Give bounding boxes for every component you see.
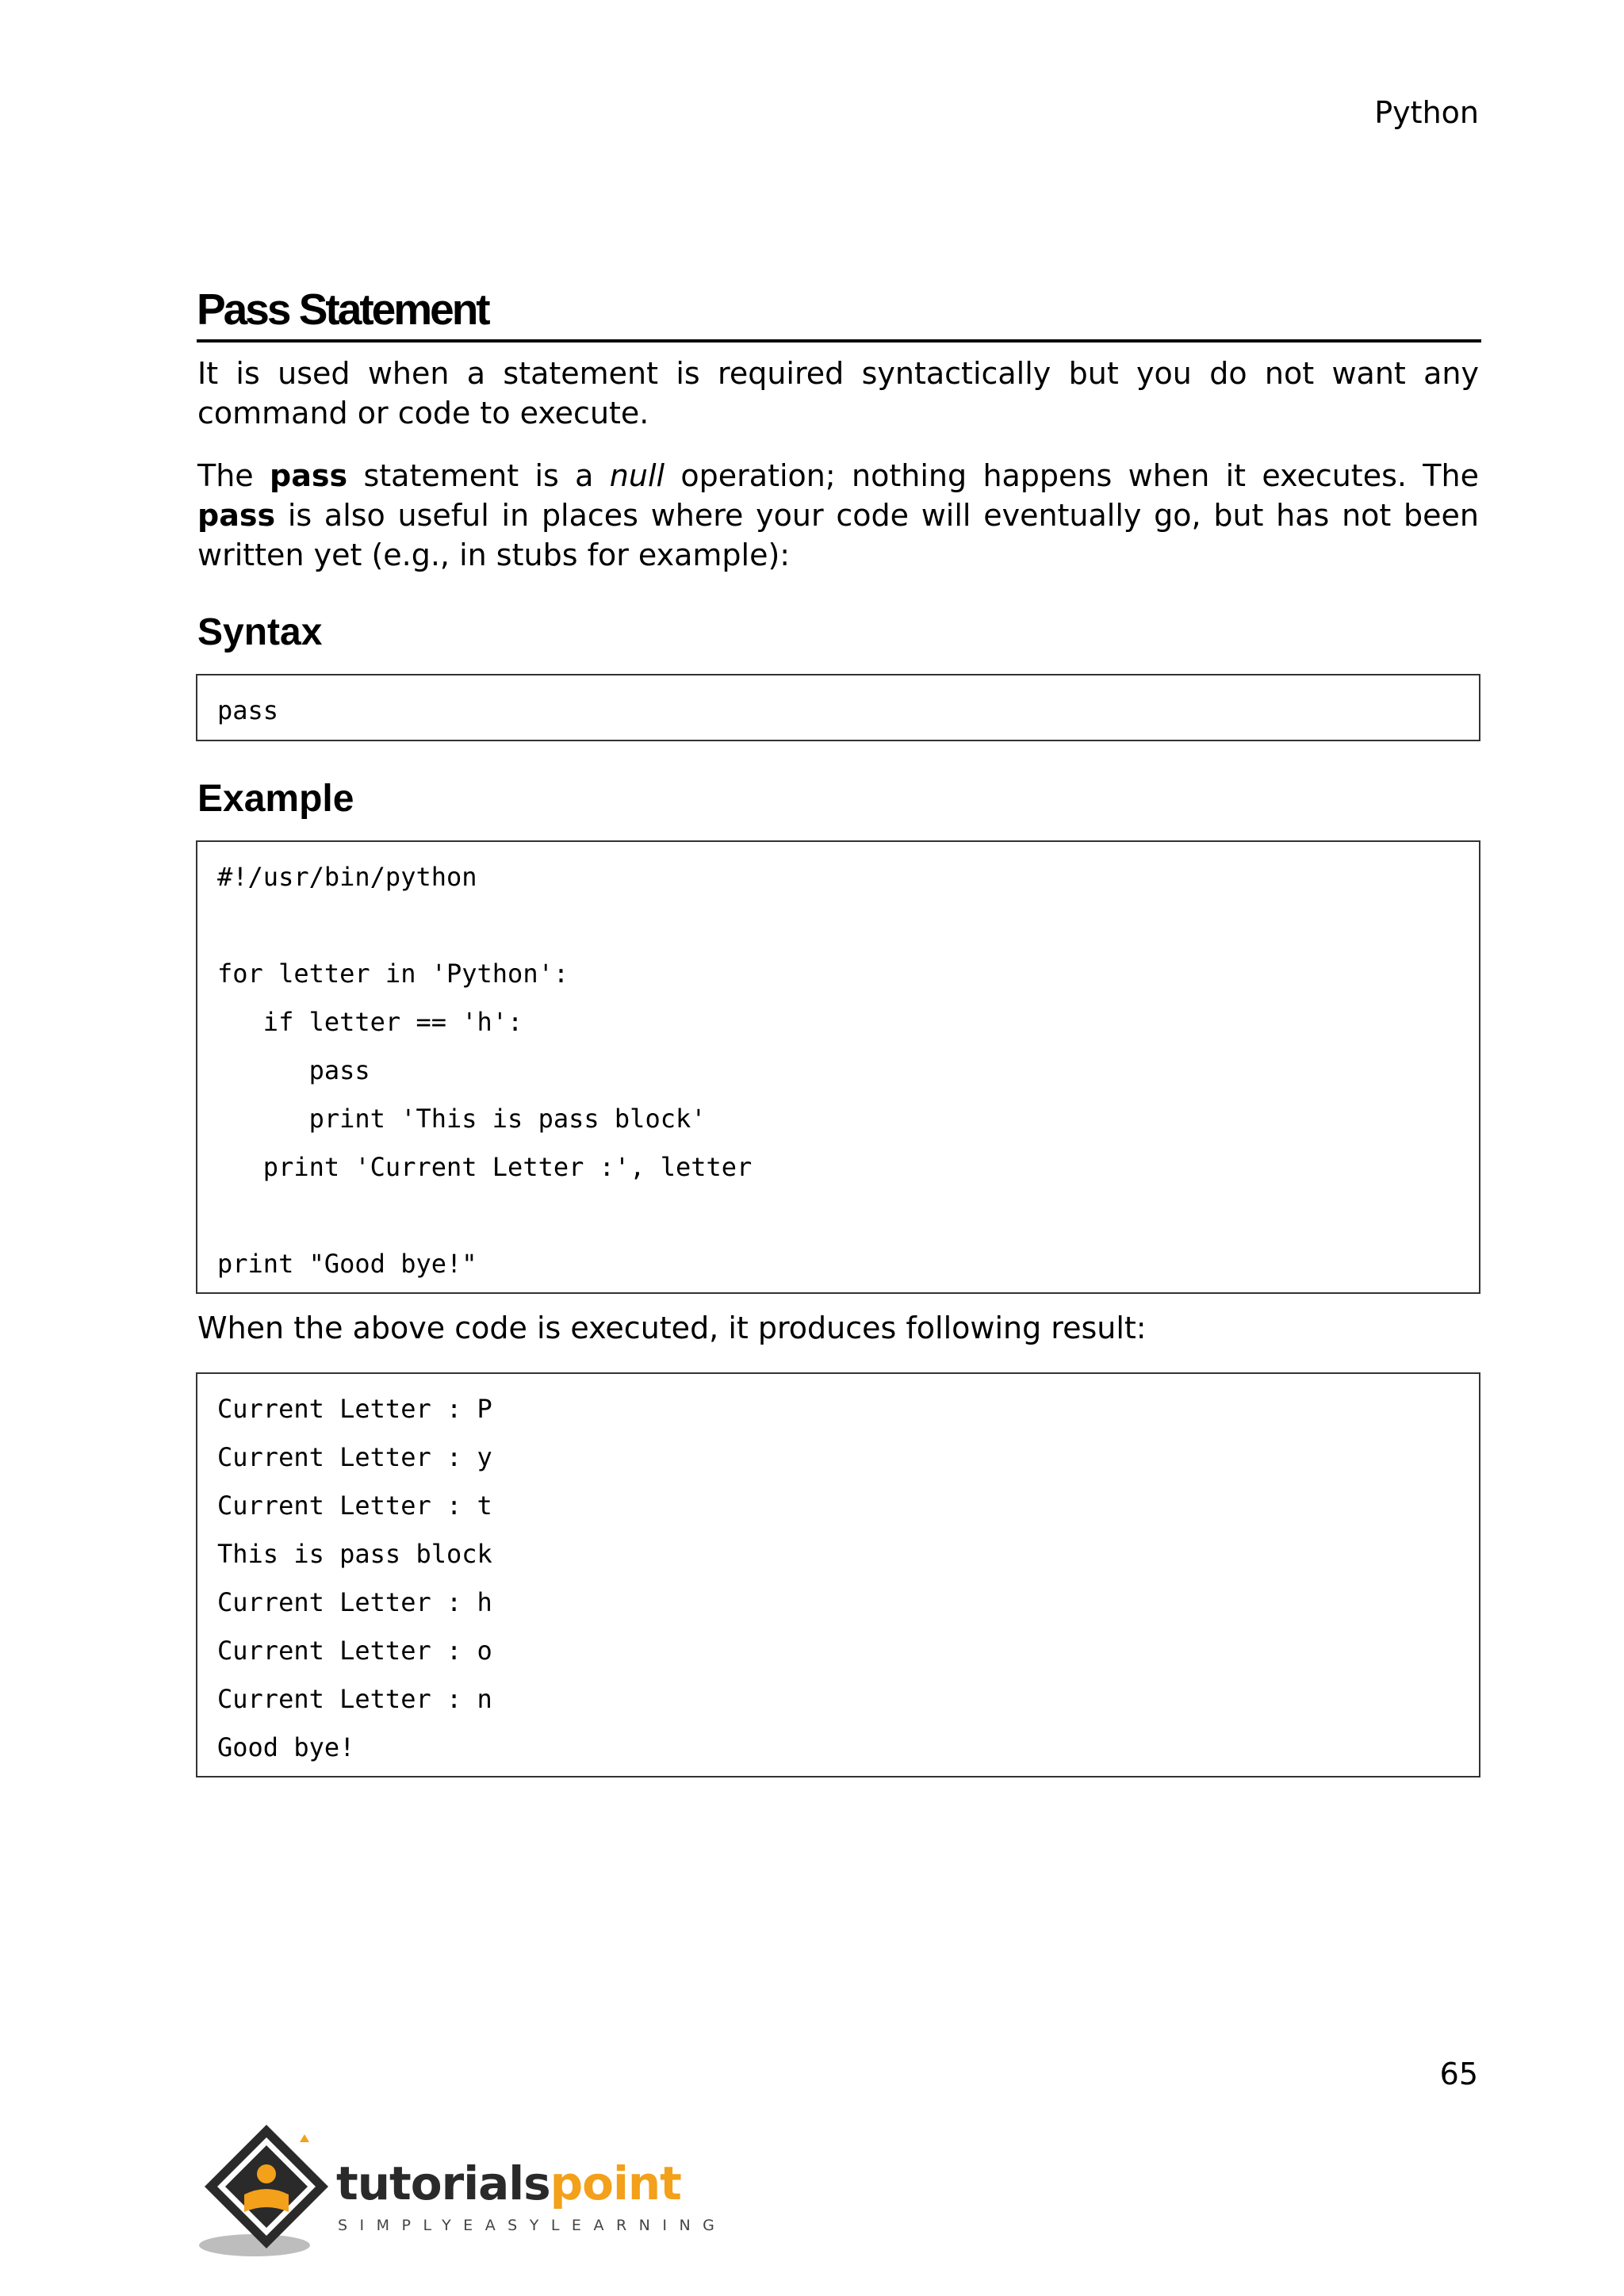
keyword-pass: pass — [197, 498, 276, 533]
output-line: Current Letter : y — [217, 1442, 492, 1472]
logo-word-point: point — [550, 2156, 681, 2210]
code-line — [217, 901, 1459, 950]
page-number: 65 — [1439, 2057, 1478, 2091]
output-line: Current Letter : n — [217, 1684, 492, 1714]
tutorialspoint-logo — [195, 2118, 727, 2261]
output-line: Current Letter : h — [217, 1587, 492, 1617]
syntax-code-box — [196, 674, 1480, 741]
running-header: Python — [1374, 95, 1479, 130]
text-run: The — [197, 458, 270, 493]
section-title: Pass Statement — [197, 284, 1481, 342]
code-line: pass — [217, 1055, 370, 1085]
code-line: print "Good bye!" — [217, 1249, 477, 1279]
keyword-null: null — [609, 458, 665, 493]
output-line: Good bye! — [217, 1732, 355, 1762]
code-line: #!/usr/bin/python — [217, 862, 477, 892]
code-line: print 'This is pass block' — [217, 1104, 707, 1134]
code-line: if letter == 'h': — [217, 1007, 523, 1037]
result-intro: When the above code is executed, it produces following result: — [197, 1311, 1147, 1345]
output-line: Current Letter : t — [217, 1490, 492, 1521]
output-line: This is pass block — [217, 1539, 492, 1569]
example-code-box — [196, 840, 1480, 1294]
intro-paragraph-2 — [197, 456, 1479, 575]
code-line: print 'Current Letter :', letter — [217, 1152, 753, 1182]
code-line: for letter in 'Python': — [217, 959, 569, 989]
keyword-pass: pass — [270, 458, 348, 493]
code-line — [217, 1192, 1459, 1240]
text-run: statement is a — [347, 458, 610, 493]
logo-tagline: SIMPLYEASYLEARNING — [338, 2217, 727, 2234]
code-line: pass — [217, 695, 279, 725]
syntax-heading: Syntax — [197, 611, 323, 653]
example-heading: Example — [197, 778, 354, 820]
output-line: Current Letter : o — [217, 1636, 492, 1666]
output-box — [196, 1372, 1480, 1777]
text-run: operation; nothing happens when it executes. The — [665, 458, 1479, 493]
logo-wordmark — [336, 2156, 681, 2210]
output-line: Current Letter : P — [217, 1394, 492, 1424]
text-run: is also useful in places where your code will eventually go, but has not been written yet (e.g., in stubs for example): — [197, 498, 1479, 572]
intro-paragraph-1: It is used when a statement is required syntactically but you do not want any command or code to execute. — [197, 356, 1479, 430]
logo-word-tutorials: tutorials — [336, 2156, 550, 2210]
logo-diamond-icon — [195, 2118, 338, 2261]
